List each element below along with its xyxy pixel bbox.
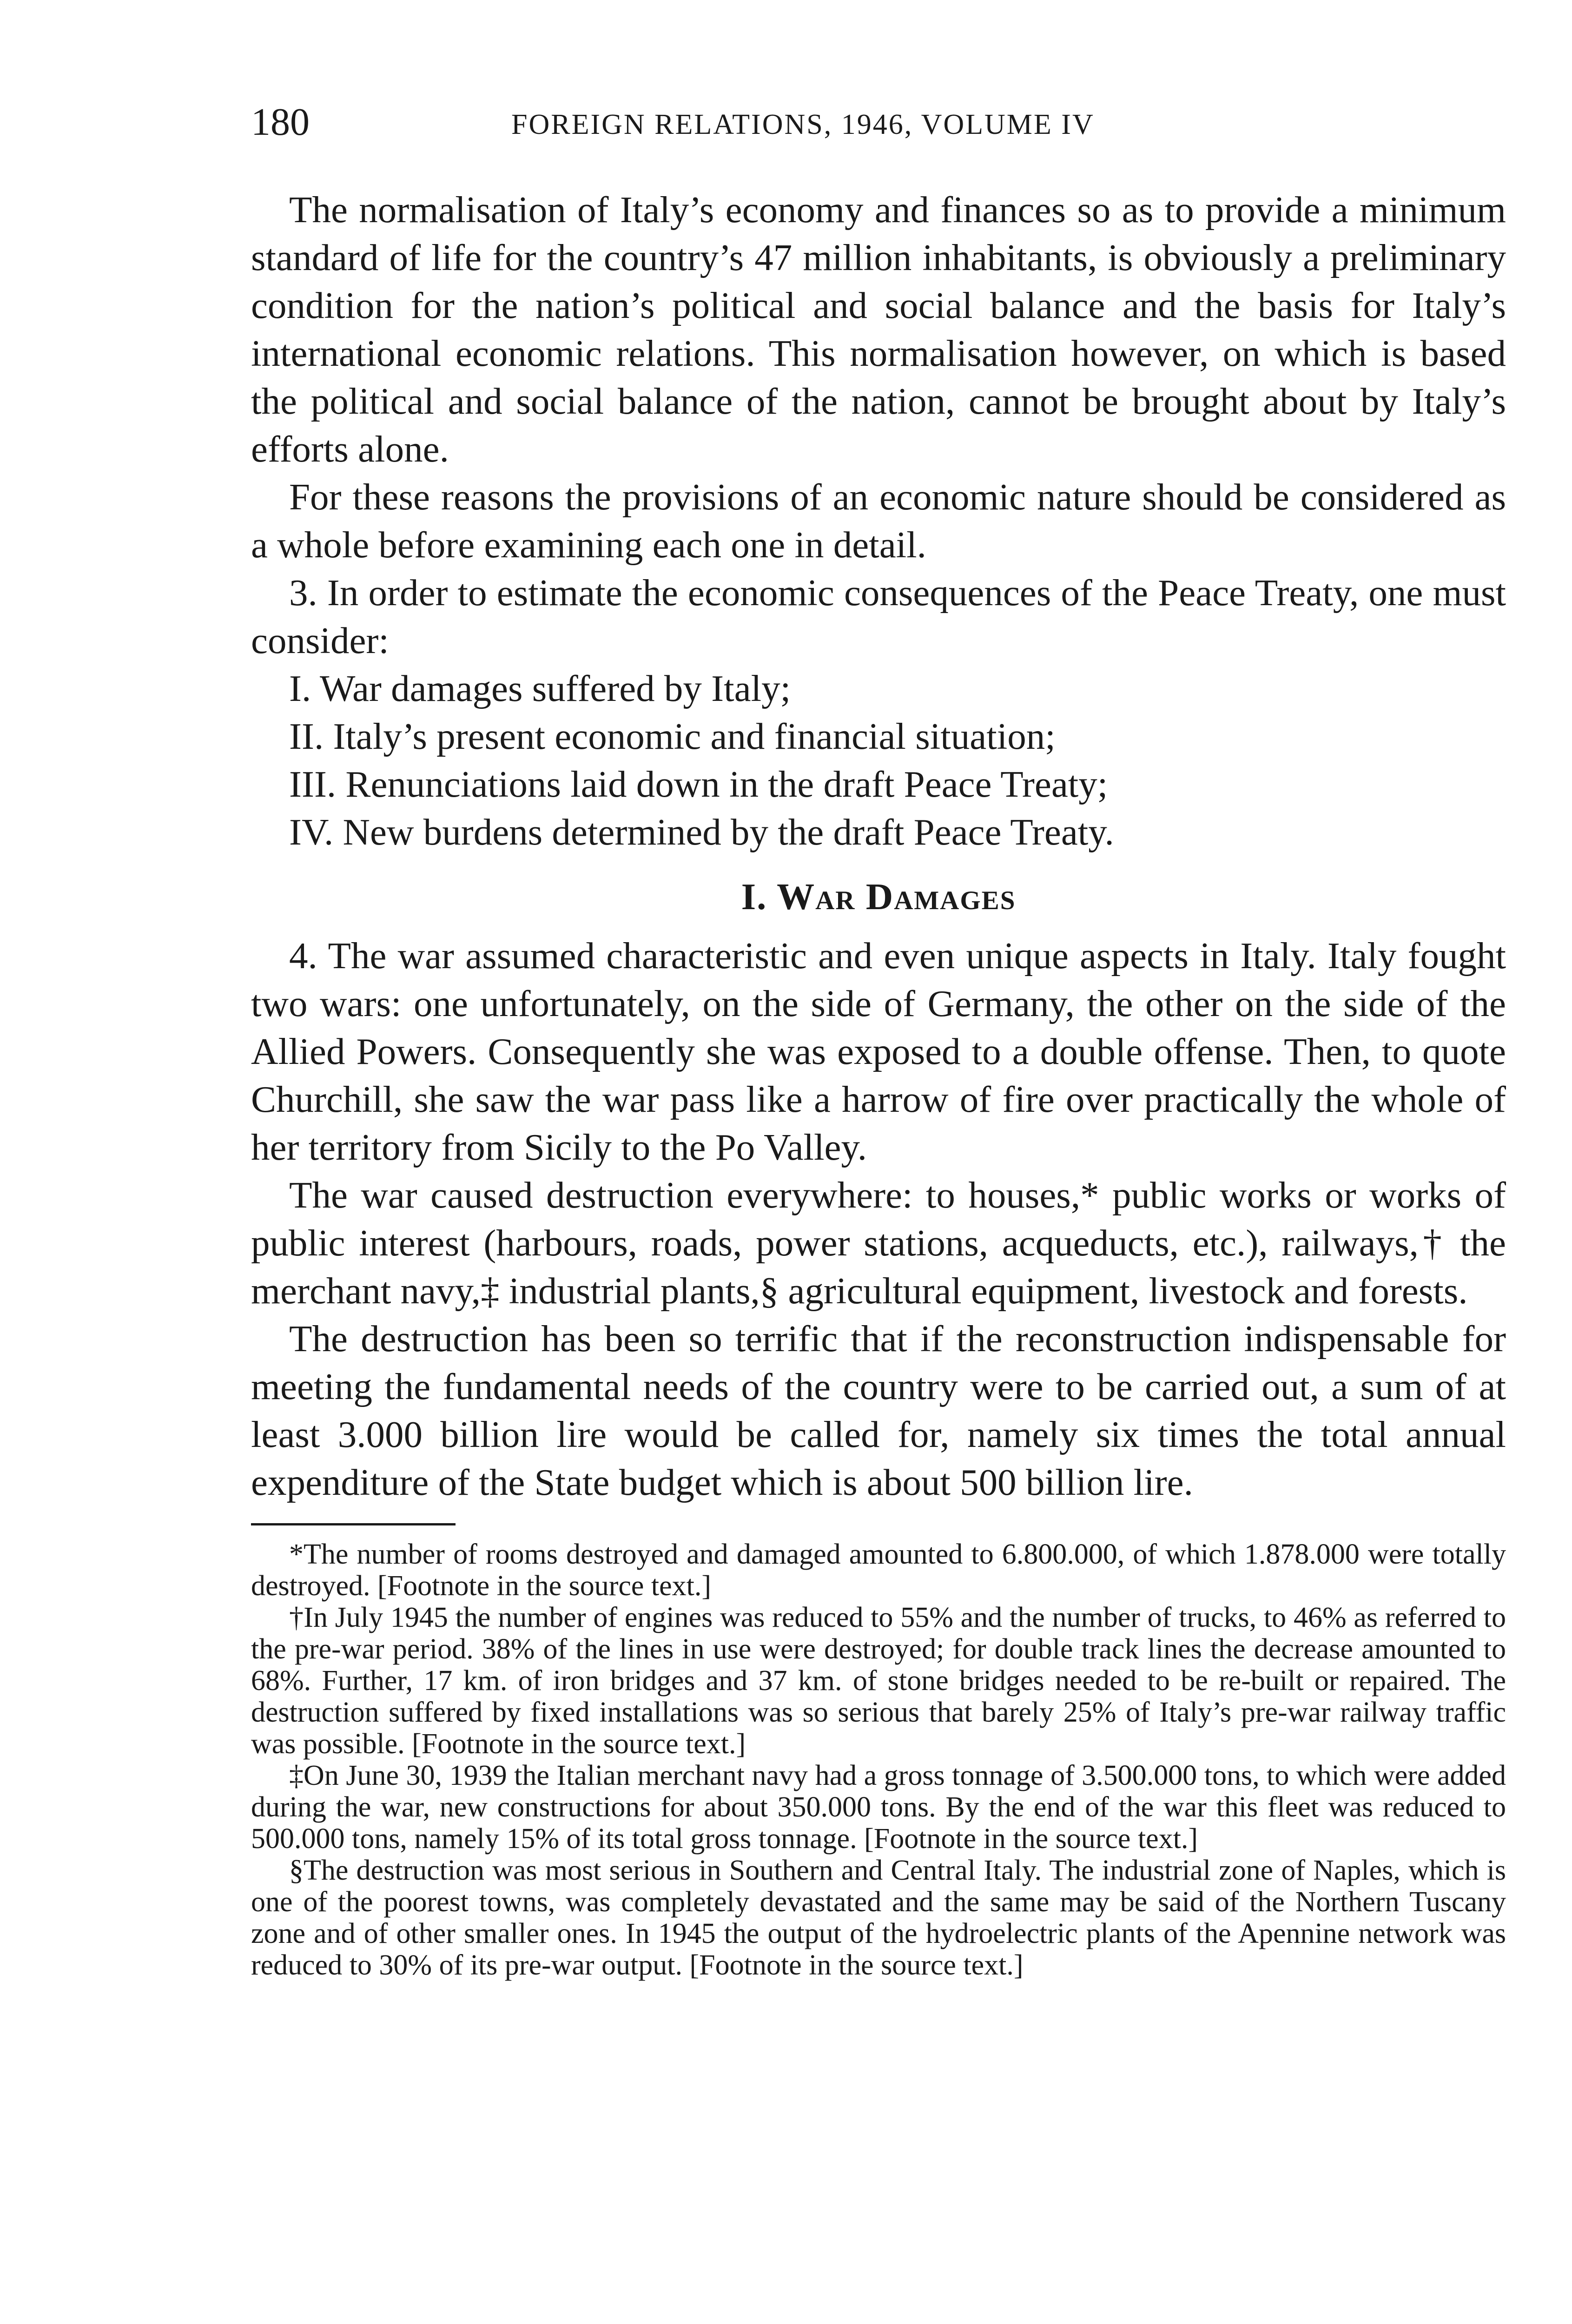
section-heading: I. War Damages <box>741 876 1016 918</box>
paragraph-destruction: The war caused destruction everywhere: to houses,* public works or works of public interest (harbours, roads, power stations, acqueducts, etc.), railways,† the merchant navy,‡ industrial plants,§ agricultural equipment, livestock and forests. <box>251 1174 1506 1312</box>
page-number: 180 <box>251 100 310 144</box>
paragraph-unique-aspects: 4. The war assumed characteristic and even unique aspects in Italy. Italy fought two wars: one unfortunately, on the side of Germany, the other on the side of the Allied Powers. Consequently she was exposed to a double offense. Then, to quote Churchill, she saw the war pass like a harrow of fire over practically the whole of her territory from Sicily to the Po Valley. <box>251 935 1506 1168</box>
running-head <box>251 97 1506 148</box>
paragraph-estimate: 3. In order to estimate the economic consequences of the Peace Treaty, one must consider: <box>251 572 1506 661</box>
list-item-present-situation: II. Italy’s present economic and financial situation; <box>289 715 1056 757</box>
paragraph-reconstruction-cost: The destruction has been so terrific that if the reconstruction indispensable for meeting the fundamental needs of the country were to be carried out, a sum of at least 3.000 billion lire would be called for, namely six times the total annual expenditure of the State budget which is about 500 billion lire. <box>251 1318 1506 1503</box>
footnote-divider <box>251 1523 456 1525</box>
footnote-railways: †In July 1945 the number of engines was reduced to 55% and the number of trucks, to 46% as referred to the pre-war period. 38% of the lines in use were destroyed; for double track lines the decrease amounted to 68%. Further, 17 km. of iron bridges and 37 km. of stone bridges needed to be re-built or repaired. The destruction suffered by fixed installations was so serious that barely 25% of Italy’s pre-war railway traffic was possible. [Footnote in the source text.] <box>251 1602 1506 1760</box>
paragraph-reasons: For these reasons the provisions of an economic nature should be considered as a whole before examining each one in detail. <box>251 476 1506 566</box>
list-item-new-burdens: IV. New burdens determined by the draft Peace Treaty. <box>289 811 1114 853</box>
paragraph-normalisation: The normalisation of Italy’s economy and finances so as to provide a minimum standard of life for the country’s 47 million inhabitants, is obviously a preliminary condition for the nation’s political and social balance and the basis for Italy’s international economic relations. This normalisation however, on which is based the political and social balance of the nation, cannot be brought about by Italy’s efforts alone. <box>251 189 1506 470</box>
footnote-rooms: *The number of rooms destroyed and damaged amounted to 6.800.000, of which 1.878.000 were totally destroyed. [Footnote in the source text.] <box>251 1538 1506 1602</box>
footnote-industrial-plants: §The destruction was most serious in Southern and Central Italy. The industrial zone of Naples, which is one of the poorest towns, was completely devastated and the same may be said of the Northern Tuscany zone and of other smaller ones. In 1945 the output of the hydroelectric plants of the Apennine network was reduced to 30% of its pre-war output. [Footnote in the source text.] <box>251 1855 1506 1981</box>
footnote-merchant-navy: ‡On June 30, 1939 the Italian merchant navy had a gross tonnage of 3.500.000 tons, to which were added during the war, new constructions for about 350.000 tons. By the end of the war this fleet was reduced to 500.000 tons, namely 15% of its total gross tonnage. [Footnote in the source text.] <box>251 1760 1506 1855</box>
list-item-war-damages: I. War damages suffered by Italy; <box>289 667 791 709</box>
list-item-renunciations: III. Renunciations laid down in the draft Peace Treaty; <box>289 763 1108 805</box>
running-head-title: FOREIGN RELATIONS, 1946, VOLUME IV <box>511 109 1095 140</box>
main-text <box>251 186 1506 1981</box>
